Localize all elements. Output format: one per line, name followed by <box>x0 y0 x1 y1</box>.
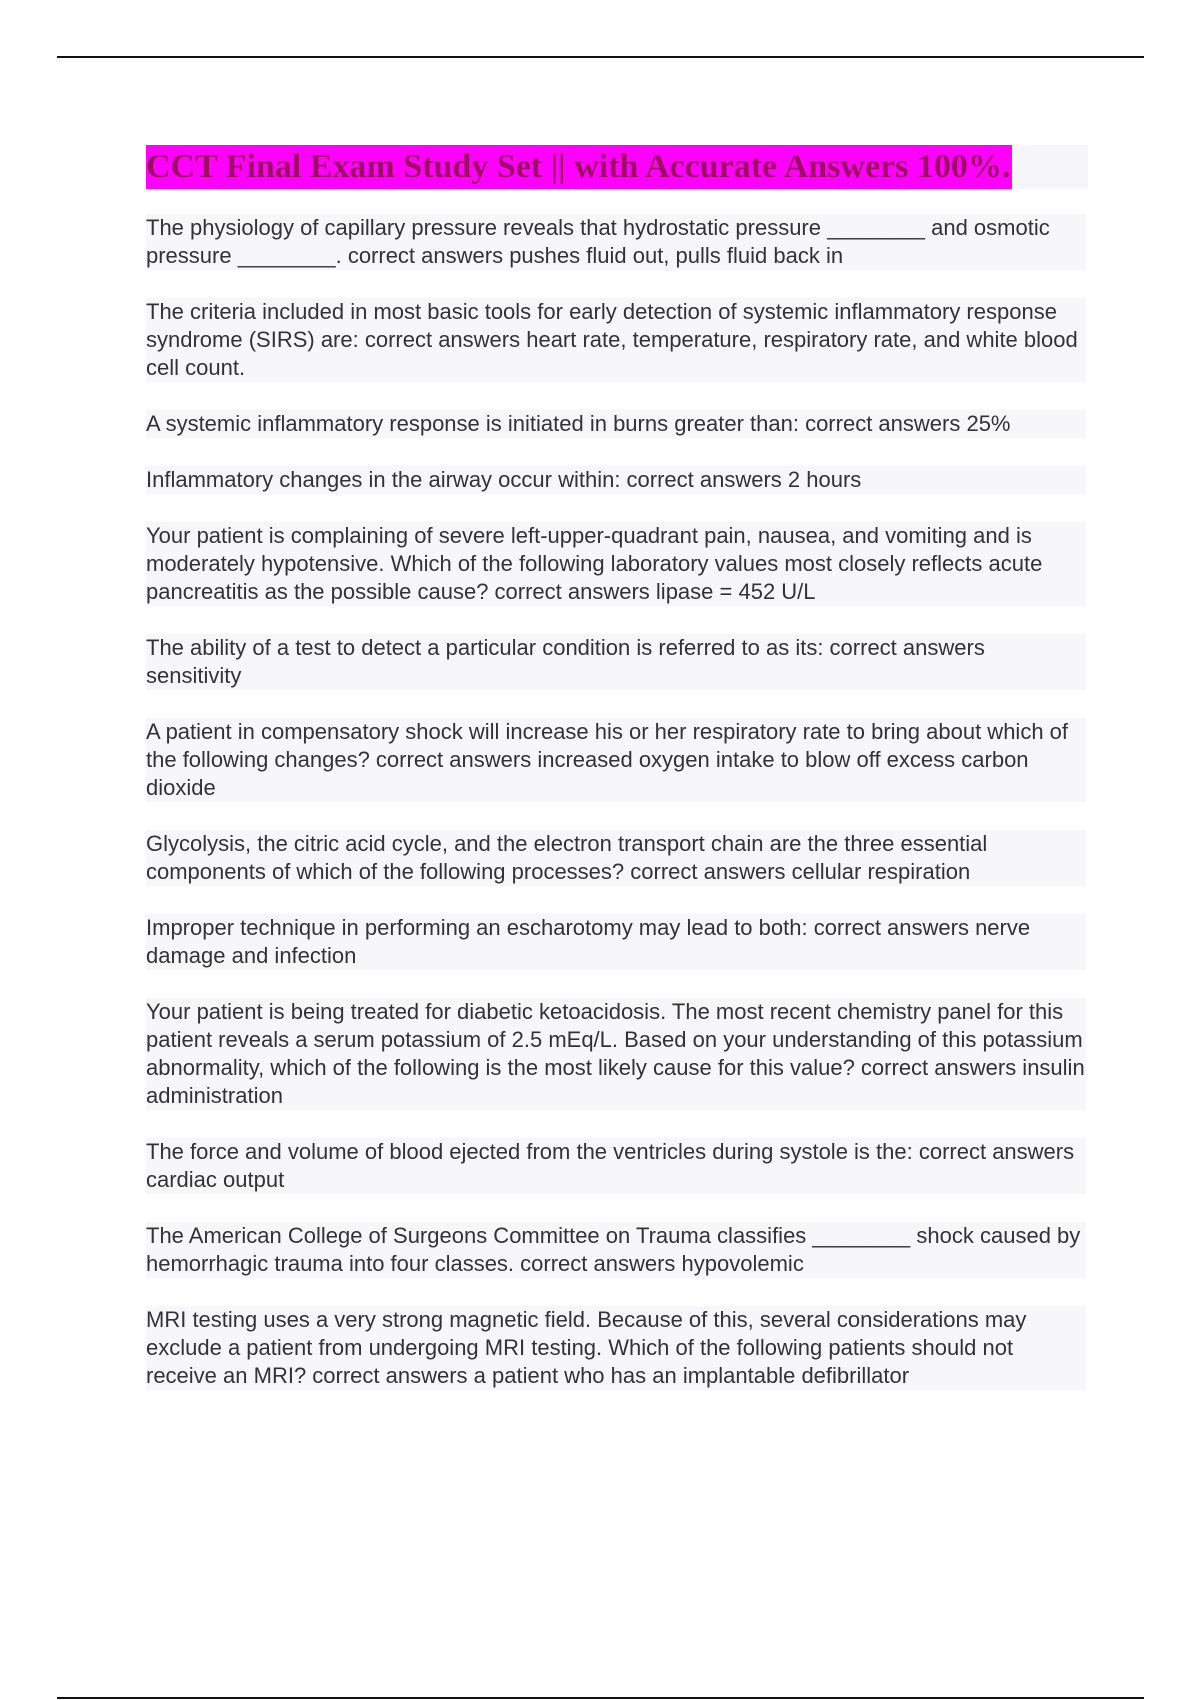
qa-item-11: The force and volume of blood ejected from the ventricles during systole is the: correct answers cardiac output <box>146 1138 1086 1194</box>
qa-item-6: The ability of a test to detect a particular condition is referred to as its: correct answers sensitivity <box>146 634 1086 690</box>
title-bar <box>146 145 1088 189</box>
qa-item-5: Your patient is complaining of severe left-upper-quadrant pain, nausea, and vomiting and is moderately hypotensive. Which of the following laboratory values most closely reflects acute pancreatitis as the possible cause? correct answers lipase = 452 U/L <box>146 522 1086 606</box>
document-body <box>146 145 1086 1390</box>
qa-item-1: The physiology of capillary pressure reveals that hydrostatic pressure ________ and osmotic pressure ________. correct answers pushes fluid out, pulls fluid back in <box>146 214 1086 270</box>
qa-item-10: Your patient is being treated for diabetic ketoacidosis. The most recent chemistry panel for this patient reveals a serum potassium of 2.5 mEq/L. Based on your understanding of this potassium abnormality, which of the following is the most likely cause for this value? correct answers insulin administration <box>146 999 1085 1108</box>
qa-item-4: Inflammatory changes in the airway occur within: correct answers 2 hours <box>146 466 1086 494</box>
bottom-rule <box>57 1697 1144 1699</box>
document-title: CCT Final Exam Study Set || with Accurate Answers 100%. <box>146 145 1012 189</box>
qa-item-7: A patient in compensatory shock will increase his or her respiratory rate to bring about which of the following changes? correct answers increased oxygen intake to blow off excess carbon dioxide <box>146 718 1086 802</box>
qa-item-9: Improper technique in performing an escharotomy may lead to both: correct answers nerve damage and infection <box>146 914 1086 970</box>
qa-item-2: The criteria included in most basic tools for early detection of systemic inflammatory response syndrome (SIRS) are: correct answers heart rate, temperature, respiratory rate, and white blood cell count. <box>146 298 1086 382</box>
qa-item-8: Glycolysis, the citric acid cycle, and the electron transport chain are the three essential components of which of the following processes? correct answers cellular respiration <box>146 830 1086 886</box>
qa-item-12: The American College of Surgeons Committee on Trauma classifies ________ shock caused by hemorrhagic trauma into four classes. correct answers hypovolemic <box>146 1222 1086 1278</box>
qa-item-13: MRI testing uses a very strong magnetic field. Because of this, several considerations may exclude a patient from undergoing MRI testing. Which of the following patients should not receive an MRI? correct answers a patient who has an implantable defibrillator <box>146 1306 1086 1390</box>
qa-item-3: A systemic inflammatory response is initiated in burns greater than: correct answers 25% <box>146 410 1086 438</box>
top-rule <box>57 56 1144 58</box>
